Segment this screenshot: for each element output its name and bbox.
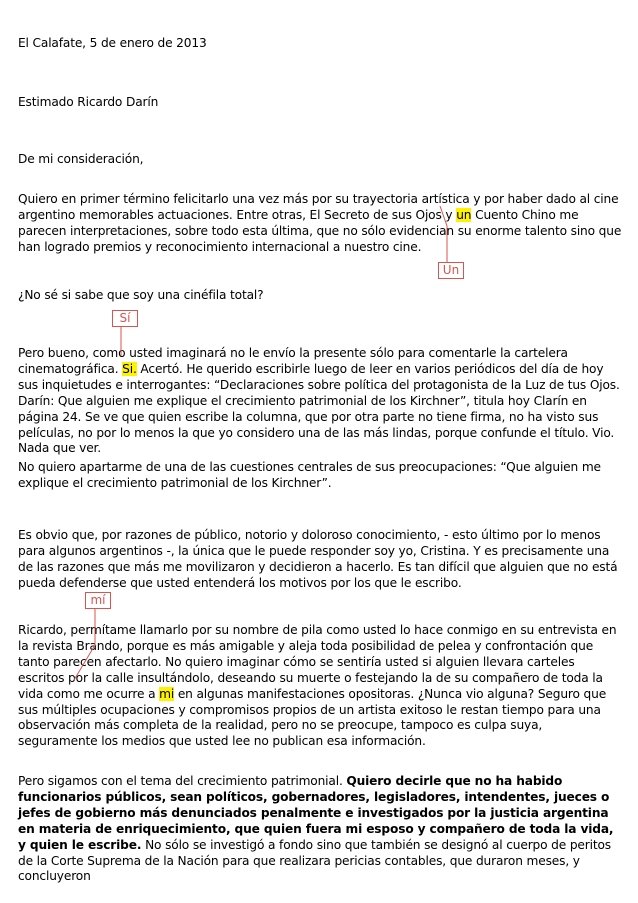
paragraph-2: ¿No sé si sabe que soy una cinéfila total? xyxy=(18,288,264,302)
annotation-note-mi[interactable]: mí xyxy=(85,592,111,609)
p6-text-b: en algunas manifestaciones opositoras. ¿Nunca vio alguna? Seguro que sus múltiples ocupaciones y compromisos propios de un artista exitoso le restan tiempo para una observación más completa de la realidad, pero no se preocupe, tampoco es culpa suya, seguramente los medios que usted lee no publican esa información. xyxy=(18,686,607,749)
p7-bold-text: Quiero decirle que no ha habido funcionarios públicos, sean políticos, gobernadores, legisladores, intendentes, jueces o jefes de gobierno más denunciados penalmente e investigados por la justicia argentina en materia de enriquecimiento, que quien fuera mi esposo y compañero de toda la vida, y quien le escribe. xyxy=(18,774,614,852)
greeting: De mi consideración, xyxy=(18,152,144,166)
p3-text-b: Acertó. He querido escribirle luego de leer en varios periódicos del día de hoy sus inquietudes e interrogantes: “Declaraciones sobre política del protagonista de la Luz de tus Ojos. Darín: Que alguien me explique el crecimiento patrimonial de los Kirchner”, titula hoy Clarín en página 24. Se ve que quien escribe la columna, que por otra parte no tiene firma, no ha visto sus películas, no por lo menos la que yo considero una de las más lindas, porque confunde el título. Vio. Nada que ver. xyxy=(18,361,620,456)
paragraph-7 xyxy=(18,774,624,885)
p1-text-b: Cuento Chino me parecen interpretaciones, sobre todo esta última, que no sólo evidencian su enorme talento sino que han logrado premios y reconocimiento internacional a nuestro cine. xyxy=(18,207,622,254)
paragraph-1 xyxy=(18,192,624,256)
paragraph-4: No quiero apartarme de una de las cuestiones centrales de sus preocupaciones: “Que alguien me explique el crecimiento patrimonial de los Kirchner”. xyxy=(18,460,601,490)
p1-highlight: un xyxy=(456,207,472,222)
paragraph-3 xyxy=(18,346,624,457)
p7-text-a: Pero sigamos con el tema del crecimiento patrimonial. xyxy=(18,774,347,788)
paragraph-5: Es obvio que, por razones de público, notorio y doloroso conocimiento, - esto último por lo menos para algunos argentinos -, la única que le puede responder soy yo, Cristina. Y es precisamente una de las razones que más me movilizaron y decidieron a hacerlo. Es tan difícil que alguien que no está pueda defenderse que usted entenderá los motivos por los que le escribo. xyxy=(18,528,618,590)
p3-text-a: Pero bueno, como usted imaginará no le envío la presente sólo para comentarle la cartelera cinematográfica. xyxy=(18,346,568,376)
date-line: El Calafate, 5 de enero de 2013 xyxy=(18,36,207,50)
p1-text-a: Quiero en primer término felicitarlo una vez más por su trayectoria artística y por haber dado al cine argentino memorables actuaciones. Entre otras, El Secreto de sus Ojos y xyxy=(18,192,619,222)
annotation-note-si[interactable]: Sí xyxy=(112,310,138,327)
paragraph-6 xyxy=(18,623,624,750)
p7-text-b: No sólo se investigó a fondo sino que también se designó al cuerpo de peritos de la Corte Suprema de la Nación para que realizara pericias contables, que duraron meses, y concluyeron xyxy=(18,837,611,884)
p6-highlight: mi xyxy=(159,686,175,701)
annotation-note-un[interactable]: Un xyxy=(438,262,464,279)
p6-text-a: Ricardo, permítame llamarlo por su nombre de pila como usted lo hace conmigo en su entrevista en la revista Brando, porque es más amigable y aleja toda posibilidad de pelea y confrontación que tanto parecen afectarlo. No quiero imaginar cómo se sentiría usted si alguien llevara carteles escritos por la calle insultándolo, deseando su muerte o festejando la de su compañero de toda la vida como me ocurre a xyxy=(18,623,617,701)
p3-highlight: Si. xyxy=(122,361,137,376)
salutation: Estimado Ricardo Darín xyxy=(18,95,159,109)
